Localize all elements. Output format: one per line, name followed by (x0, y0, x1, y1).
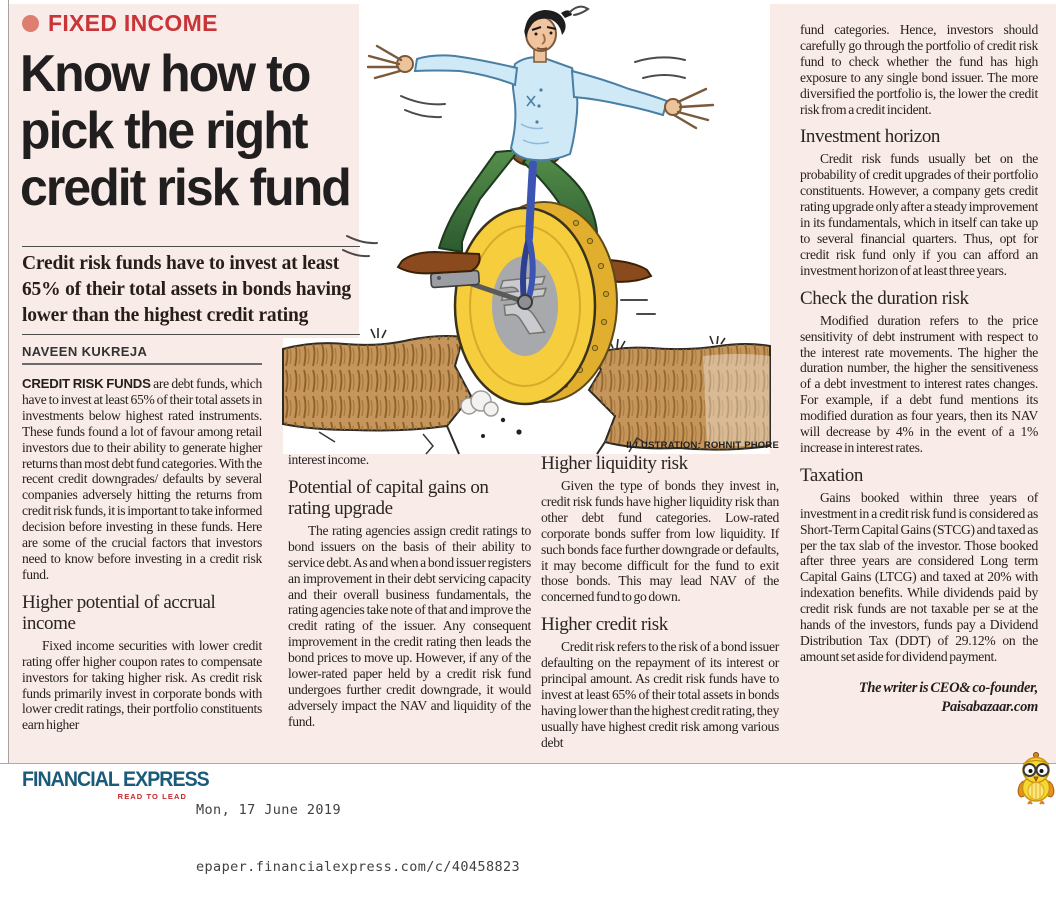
epaper-meta (196, 763, 520, 915)
writer-credit (800, 679, 1038, 717)
body-paragraph: Modified duration refers to the price sensitivity of debt instrument with respect to the interest rate movements. The higher the duration number, the higher the sensitiveness of a debt investment to interest rates changes. For example, if a debt fund mentions its modified duration as four years, then its NAV will decrease by 4% in the event of a 1% increase in interest rates. (800, 312, 1038, 455)
headline-line: credit risk fund (20, 159, 350, 217)
page-margin-divider (8, 0, 9, 763)
section-heading: Check the duration risk (800, 287, 969, 309)
body-paragraph: Credit risk funds usually bet on the probability of credit upgrades of their portfolio constituents. However, a company gets credit rating upgrade only after a steady improvement in its fundamentals, which in itself can take up to several financial quarters. Thus, opt for credit risk fund only if you can afford an investment horizon of at least three years. (800, 151, 1038, 278)
standfirst: Credit risk funds have to invest at least 65% of their total assets in bonds having lower than the highest credit rating (22, 253, 351, 326)
publication-date: Mon, 17 June 2019 (196, 802, 341, 818)
footer-divider (0, 763, 1056, 764)
section-heading: Investment horizon (800, 126, 941, 148)
owl-mascot-icon (1017, 751, 1055, 804)
body-paragraph: Given the type of bonds they invest in, credit risk funds have higher liquidity risk than other debt fund categories. Low-rated corporate bonds suffer from low liquidity. If such bonds face further downgrade or defaults, it may become difficult for the fund to exit those bonds. This may lead NAV of the concerned fund to go down. (541, 478, 779, 605)
writer-credit-line: Paisabazaar.com (941, 698, 1038, 715)
section-heading: Higher potential of accrual income (22, 591, 216, 634)
coin-wheel (455, 202, 617, 404)
writer-credit-line: The writer is CEO& co-founder, (858, 679, 1038, 696)
kicker-label: FIXED INCOME (48, 10, 218, 36)
standfirst-top-rule (22, 246, 360, 247)
body-paragraph: fund categories. Hence, investors should carefully go through the portfolio of credit risk fund to check whether the fund has high exposure to any single bond issuer. The more diversified the portfolio is, the lower the credit risk from a credit incident. (800, 22, 1038, 117)
article-headline (20, 46, 356, 217)
unicycle-coin-illustration (283, 4, 778, 454)
epaper-url-link[interactable]: epaper.financialexpress.com/c/40458823 (196, 859, 521, 875)
section-heading: Higher liquidity risk (541, 453, 688, 474)
article-column-4 (800, 22, 1038, 717)
section-heading: Higher credit risk (541, 614, 668, 636)
byline: NAVEEN KUKREJA (22, 344, 148, 359)
brand-tagline: READ TO LEAD (117, 792, 187, 801)
section-heading: Taxation (800, 464, 864, 486)
section-heading: Potential of capital gains on rating upgrade (288, 476, 489, 519)
body-paragraph: Credit risk refers to the risk of a bond issuer defaulting on the repayment of its interest or principal amount. As credit risk funds have to invest at least 65% of their total assets in bonds having lower than the highest credit rating, they usually have highest credit risk among various debt (541, 639, 779, 750)
lead-in-phrase: CREDIT RISK FUNDS (22, 376, 151, 391)
headline-line: Know how to (20, 45, 310, 103)
section-kicker (22, 10, 218, 37)
illustration-caption: ILLUSTRATION: ROHNIT PHORE (626, 440, 779, 451)
lead-paragraph-text: are debt funds, which have to invest at least 65% of their total assets in investments below highest rated instruments. These funds found a lot of favour among retail investors due to their ability to generate higher returns than most debt fund categories. With the recent credit downgrades/ defaults by several companies adversely hitting the returns from credit risk funds, it is important to take informed decision before investing in these funds. Here are some of the crucial factors that investors need to know before investing in a credit risk fund. (22, 376, 262, 582)
financial-express-logo (22, 768, 209, 801)
body-paragraph: Gains booked within three years of investment in a credit risk fund is considered as Short-Term Capital Gains (STCG) and taxed as per the tax slab of the investor. Those booked after three years are considered Long term Capital Gains (LTCG) and taxed at 20% with indexation benefits. While dividends paid by credit risk funds are not taxable per se at the hands of the investors, funds pay a Dividend Distribution Tax (DDT) of 29.12% on the amount set aside for dividend payment. (800, 489, 1038, 664)
article-column-2 (288, 452, 531, 730)
body-paragraph: Fixed income securities with lower credit rating offer higher coupon rates to compensate investors for taking higher risk. As credit risk funds primarily invest in corporate bonds with lower credit ratings, their portfolio constituents earn higher (22, 637, 262, 733)
byline-rule (22, 363, 262, 365)
body-paragraph: interest income. (288, 452, 369, 467)
article-column-1 (22, 376, 262, 733)
brand-name: FINANCIAL EXPRESS (22, 768, 209, 791)
headline-line: pick the right (20, 102, 307, 160)
kicker-dot-icon (22, 15, 39, 32)
article-column-3 (541, 453, 779, 751)
lead-paragraph (22, 376, 262, 583)
body-paragraph: The rating agencies assign credit ratings to bond issuers on the basis of their ability to service debt. As and when a bond issuer registers an improvement in their debt servicing capacity and their overall business fundamentals, the rating agencies take note of that and improve the credit rating of the issuer. Any consequent improvement in the credit rating then leads the bond prices to move up. However, if any of the lower-rated paper held by a credit risk fund undergoes further credit downgrade, it would adversely impact the NAV and liquidity of the fund. (288, 522, 531, 729)
standfirst-bottom-rule (22, 334, 360, 335)
